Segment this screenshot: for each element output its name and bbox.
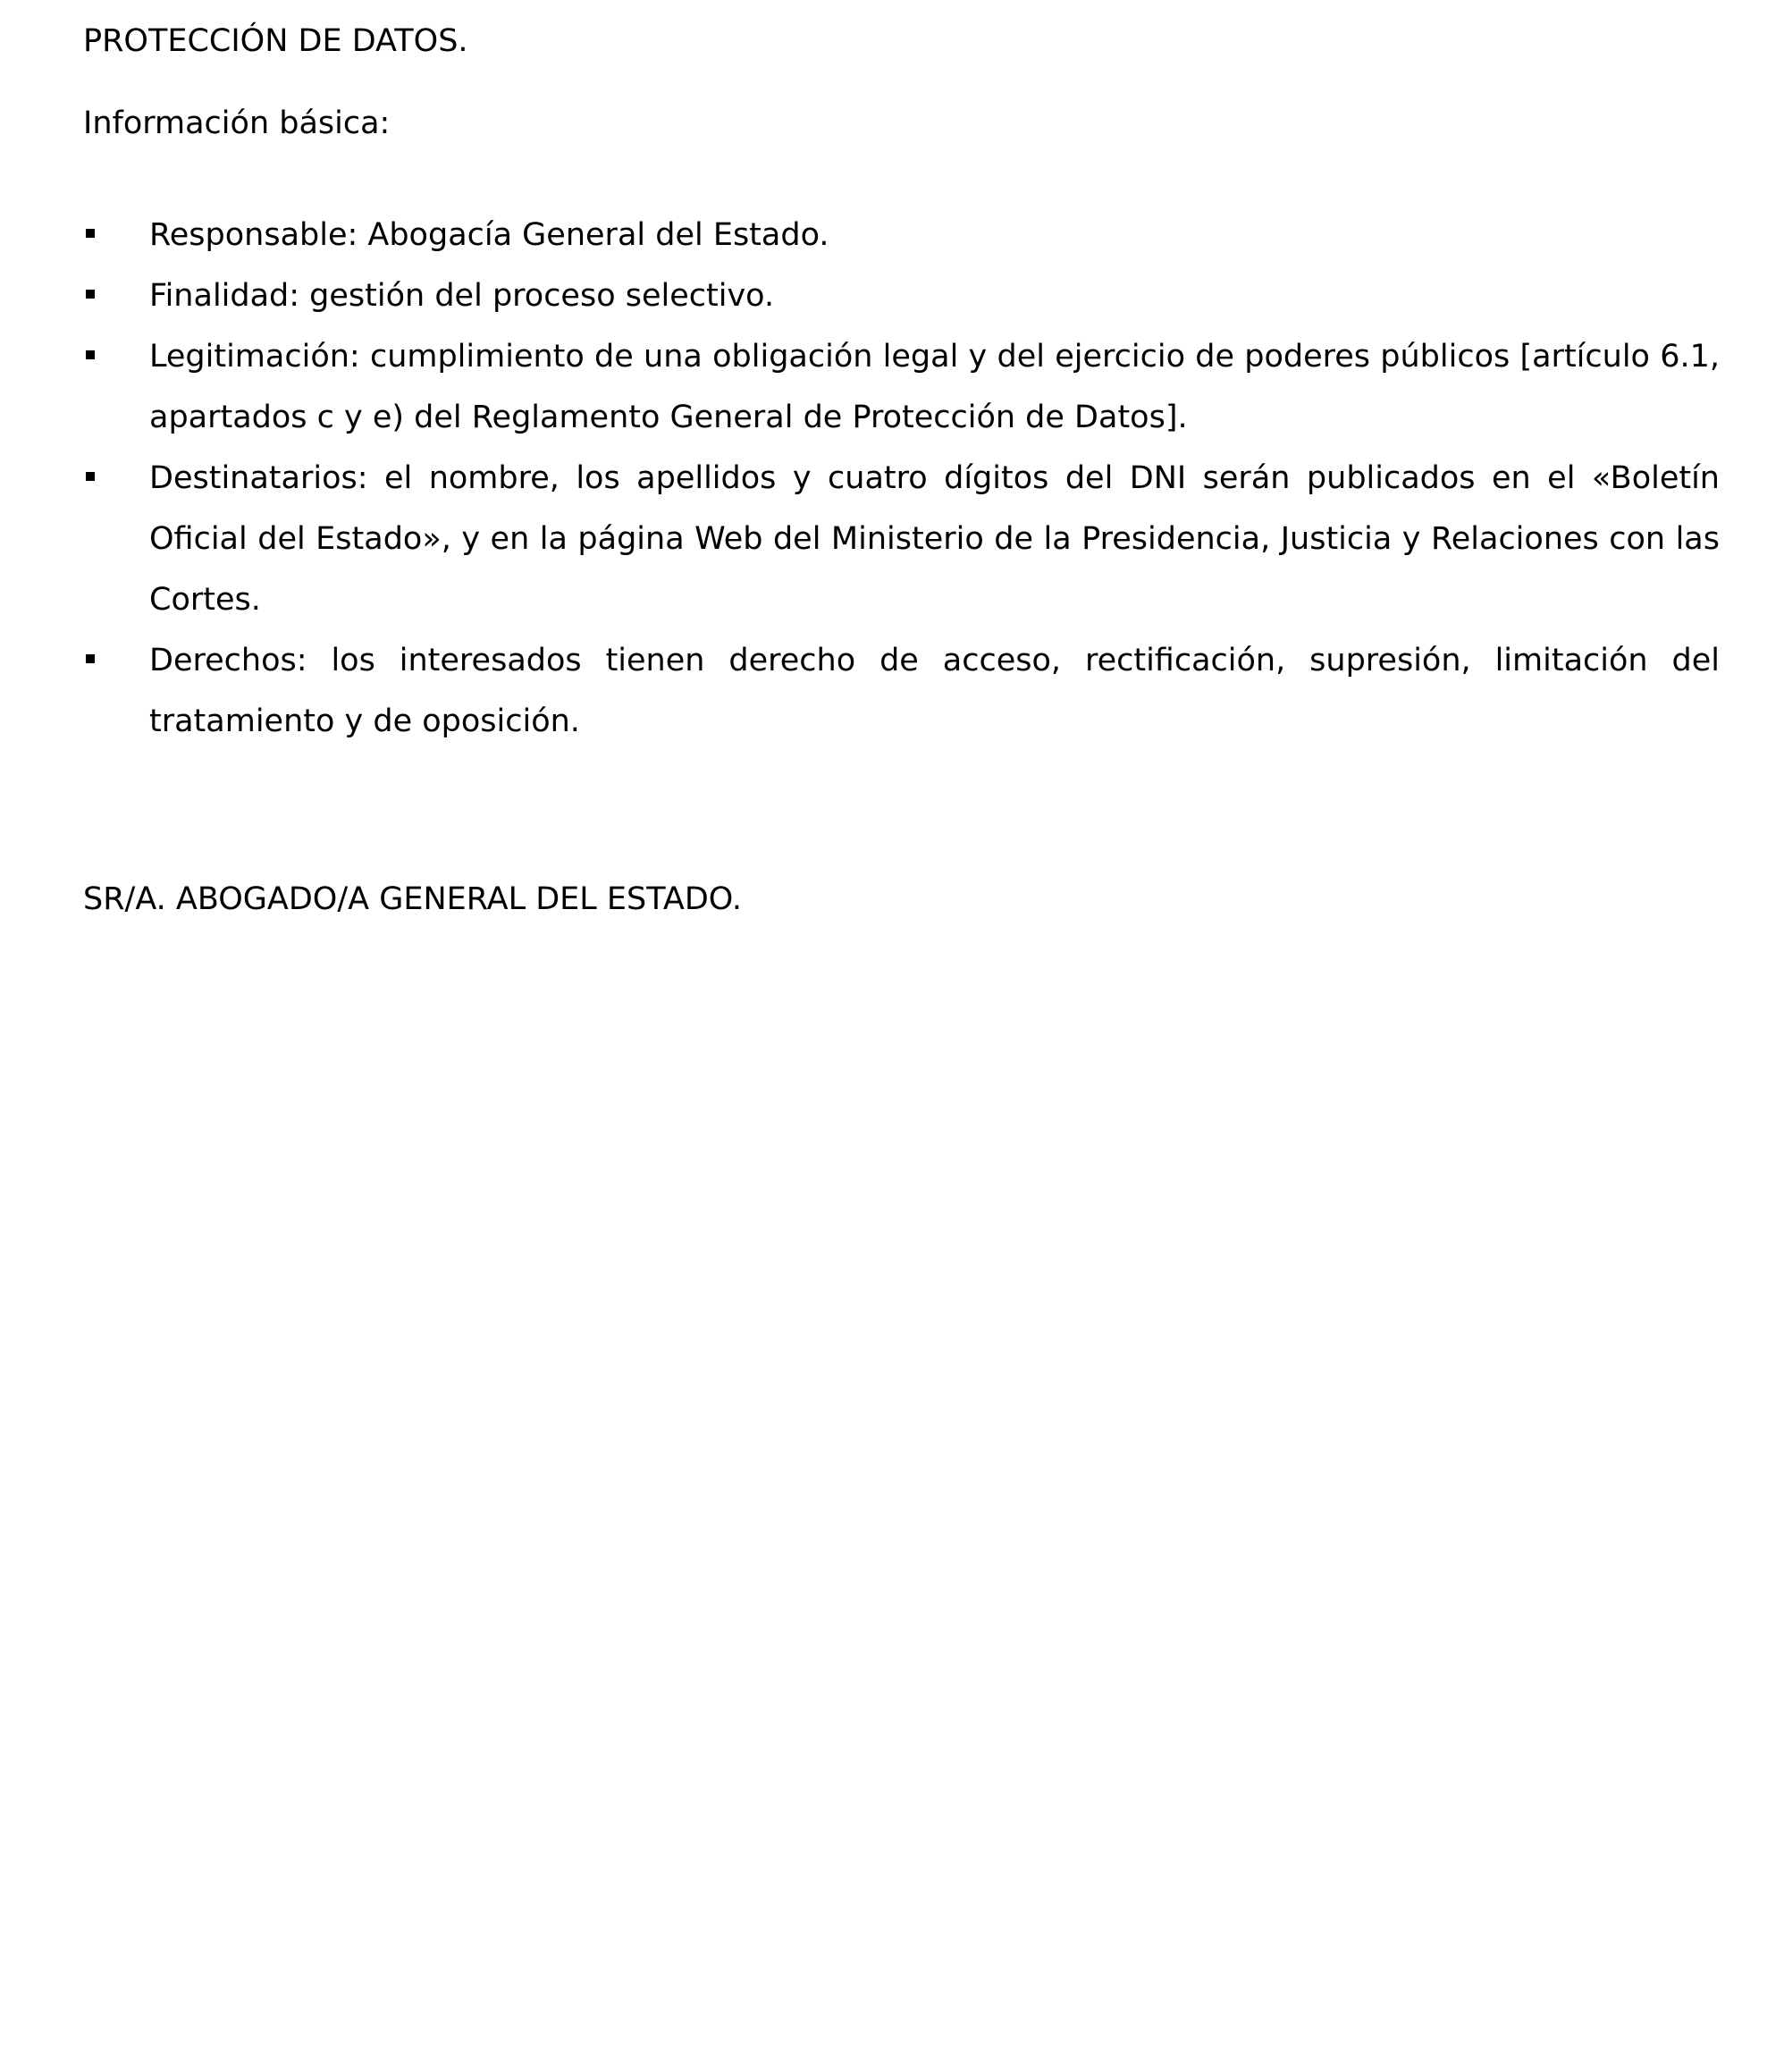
list-item-finalidad [83,265,1720,326]
data-protection-list [83,205,1720,752]
square-bullet-icon [86,290,95,299]
intro-text: Información básica: [83,105,391,141]
list-item-text: Responsable: Abogacía General del Estado. [149,217,829,253]
list-item-text: Legitimación: cumplimiento de una obligación legal y del ejercicio de poderes públicos [artículo 6.1, apartados c y e) del Reglamento General de Protección de Datos]. [149,339,1720,435]
list-item-legitimacion [83,326,1720,448]
list-item-text: Finalidad: gestión del proceso selectivo. [149,278,775,314]
list-item-derechos [83,630,1720,752]
list-item-text: Destinatarios: el nombre, los apellidos y cuatro dígitos del DNI serán publicados en el «Boletín Oficial del Estado», y en la página Web del Ministerio de la Presidencia, Justicia y Relaciones con las Cortes. [149,460,1720,618]
square-bullet-icon [86,654,95,663]
section-heading: PROTECCIÓN DE DATOS. [83,23,468,59]
list-item-destinatarios [83,448,1720,630]
list-item-responsable [83,205,1720,265]
addressee: SR/A. ABOGADO/A GENERAL DEL ESTADO. [83,881,743,917]
square-bullet-icon [86,229,95,238]
square-bullet-icon [86,350,95,359]
square-bullet-icon [86,472,95,481]
list-item-text: Derechos: los interesados tienen derecho de acceso, rectificación, supresión, limitación del tratamiento y de oposición. [149,643,1720,739]
